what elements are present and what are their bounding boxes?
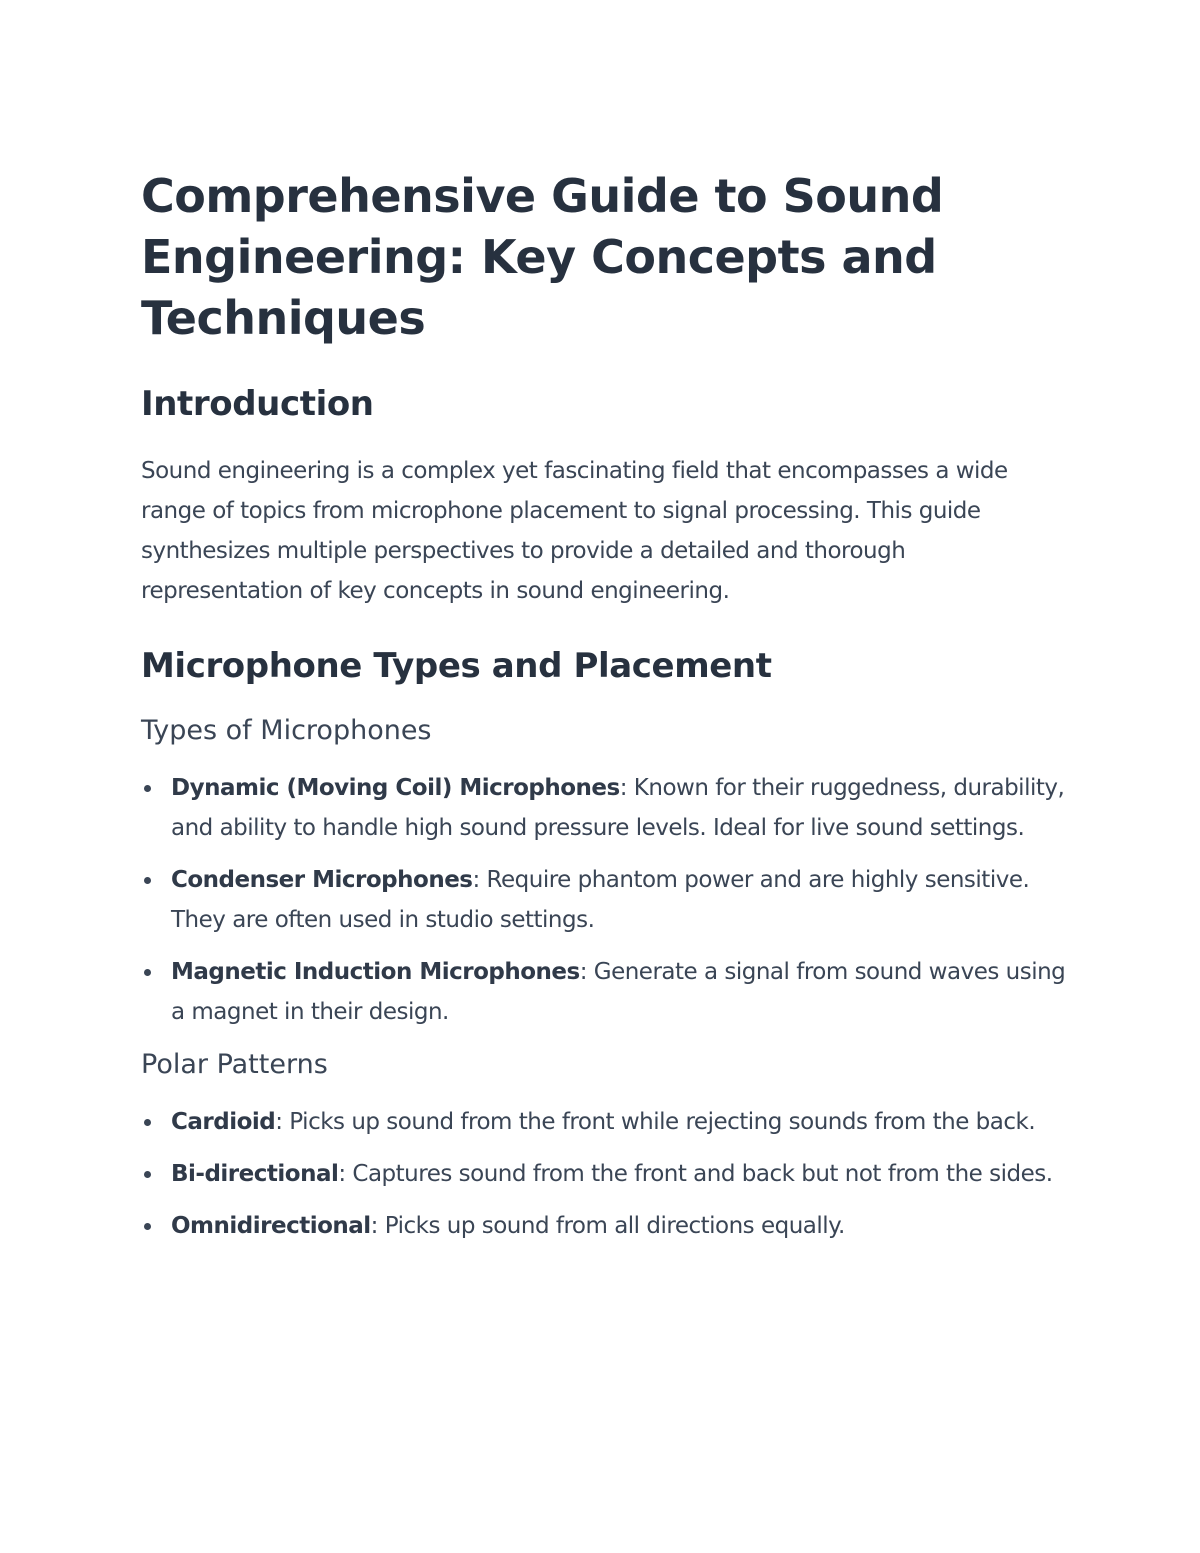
list-item-term: Omnidirectional [171,1213,371,1239]
list-item-term: Cardioid [171,1109,276,1135]
bullet-icon [144,969,151,976]
list-item-description: : Require phantom power and are highly sensitive. They are often used in studio settings. [171,867,1030,933]
subheading-polar-patterns: Polar Patterns [141,1049,328,1080]
list-item-term: Dynamic (Moving Coil) Microphones [171,775,620,801]
list-item-term: Condenser Microphones [171,867,473,893]
list-item [141,860,1066,940]
list-item [141,952,1066,1032]
bullet-icon [144,1223,151,1230]
list-item-description: : Known for their ruggedness, durability, and ability to handle high sound pressure levels. Ideal for live sound settings. [171,775,1065,841]
list-item-description: : Picks up sound from all directions equally. [370,1213,845,1239]
list-item [141,1102,1066,1142]
introduction-paragraph: Sound engineering is a complex yet fascinating field that encompasses a wide range of topics from microphone placement to signal processing. This guide synthesizes multiple perspectives to provide a detailed and thorough representation of key concepts in sound engineering. [141,458,1008,604]
list-item-description: : Picks up sound from the front while rejecting sounds from the back. [275,1109,1036,1135]
polar-patterns-list [141,1102,1066,1246]
section-heading-microphone-types: Microphone Types and Placement [141,646,772,686]
page-title: Comprehensive Guide to Sound Engineering: Key Concepts and Techniques [141,169,944,345]
bullet-icon [144,1119,151,1126]
list-item-description: : Generate a signal from sound waves using a magnet in their design. [171,959,1066,1025]
bullet-icon [144,877,151,884]
list-item [141,1206,1066,1246]
bullet-icon [144,785,151,792]
bullet-icon [144,1171,151,1178]
list-item-term: Magnetic Induction Microphones [171,959,580,985]
document-page [141,166,1066,1246]
list-item [141,1154,1066,1194]
list-item [141,768,1066,848]
section-heading-introduction: Introduction [141,384,374,424]
microphone-types-list [141,768,1066,1032]
list-item-term: Bi-directional [171,1161,339,1187]
subheading-types-of-microphones: Types of Microphones [141,715,432,746]
list-item-description: : Captures sound from the front and back but not from the sides. [338,1161,1053,1187]
